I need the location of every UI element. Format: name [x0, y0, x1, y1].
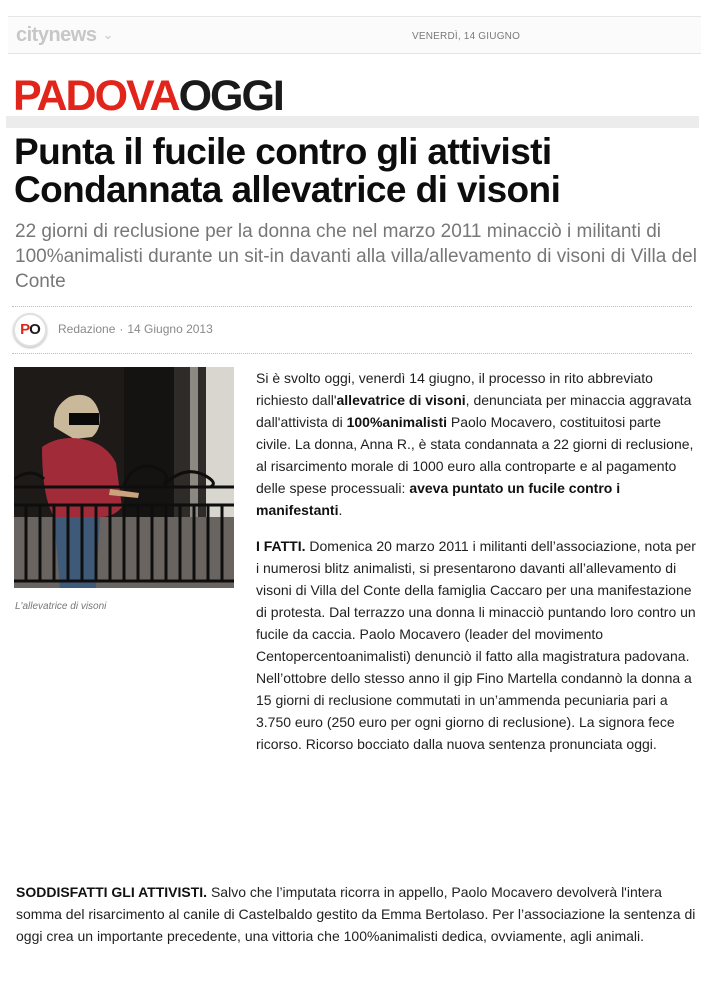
- divider-top: [12, 306, 692, 307]
- paragraph-2: I FATTI. Domenica 20 marzo 2011 i militanti dell’associazione, nota per i numerosi blitz animalisti, si presentarono davanti all’allevamento di visoni di Villa del Conte della famiglia Caccaro per una manifestazione di protesta. Dal terrazzo una donna li minacciò puntando loro contro un fucile da caccia. Paolo Mocavero (leader del movimento Centopercentoanimalisti) denunciò il fatto alla magistratura padovana. Nell’ottobre dello stesso anno il gip Fino Martella condannò la donna a 15 giorni di reclusione commutati in un’ammenda pecuniaria pari a 3.750 euro (250 euro per ogni giorno di reclusione). La signora fece ricorso. Ricorso bocciato dalla nuova sentenza pronunciata oggi.: [256, 538, 696, 752]
- keyword-allevatrice: allevatrice di visoni: [336, 392, 466, 408]
- citynews-logo: citynews: [16, 24, 97, 46]
- author-name[interactable]: Redazione: [58, 322, 116, 336]
- paragraph-1: Si è svolto oggi, venerdì 14 giugno, il processo in rito abbreviato richiesto dall'allevatrice di visoni, denunciata per minaccia aggravata dall'attivista di 100%animalisti Paolo Mocavero, costituitosi parte civile. La donna, Anna R., è stata condannata a 22 giorni di reclusione, al risarcimento morale di 1000 euro alla controparte e al pagamento delle spese processuali: aveva puntato un fucile contro i manifestanti.: [256, 370, 694, 518]
- article-image[interactable]: [14, 367, 234, 588]
- author-avatar[interactable]: PO: [13, 313, 47, 347]
- paragraph-3: SODDISFATTI GLI ATTIVISTI. Salvo che l’imputata ricorra in appello, Paolo Mocavero devolverà l'intera somma del risarcimento al canile di Castelbaldo gestito da Emma Bertolaso. Per l’associazione la sentenza di oggi crea un importante precedente, una vittoria che 100%animalisti dedica, ovviamente, agli animali.: [16, 884, 696, 944]
- logo-part-oggi: OGGI: [178, 72, 283, 120]
- chevron-down-icon: ⌄: [102, 27, 113, 42]
- keyword-fucile: aveva puntato un fucile contro i manifestanti: [256, 480, 621, 518]
- keyword-100animalisti: 100%animalisti: [346, 414, 447, 430]
- article-body: [256, 367, 696, 755]
- title-line-1: Punta il fucile contro gli attivisti: [14, 131, 552, 172]
- byline-separator: ·: [119, 322, 124, 336]
- title-line-2: Condannata allevatrice di visoni: [14, 169, 561, 210]
- page-title: [14, 133, 694, 209]
- image-caption: L'allevatrice di visoni: [15, 601, 107, 612]
- article-subtitle: 22 giorni di reclusione per la donna che nel marzo 2011 minacciò i militanti di 100%animalisti durante un sit-in davanti alla villa/allevamento di visoni di Villa del Conte: [15, 221, 697, 292]
- citynews-brand-menu[interactable]: [16, 24, 113, 47]
- section-lead-soddisfatti: SODDISFATTI GLI ATTIVISTI.: [16, 884, 208, 900]
- publish-date: 14 Giugno 2013: [127, 322, 213, 336]
- logo-part-padova: PADOVA: [13, 72, 179, 120]
- top-bar: [8, 16, 701, 54]
- divider-bottom: [12, 353, 692, 354]
- section-lead-fatti: I FATTI.: [256, 538, 306, 554]
- padovaoggi-logo[interactable]: [13, 73, 283, 119]
- header-date: VENERDÌ, 14 GIUGNO: [412, 31, 521, 42]
- byline-text: [58, 322, 213, 336]
